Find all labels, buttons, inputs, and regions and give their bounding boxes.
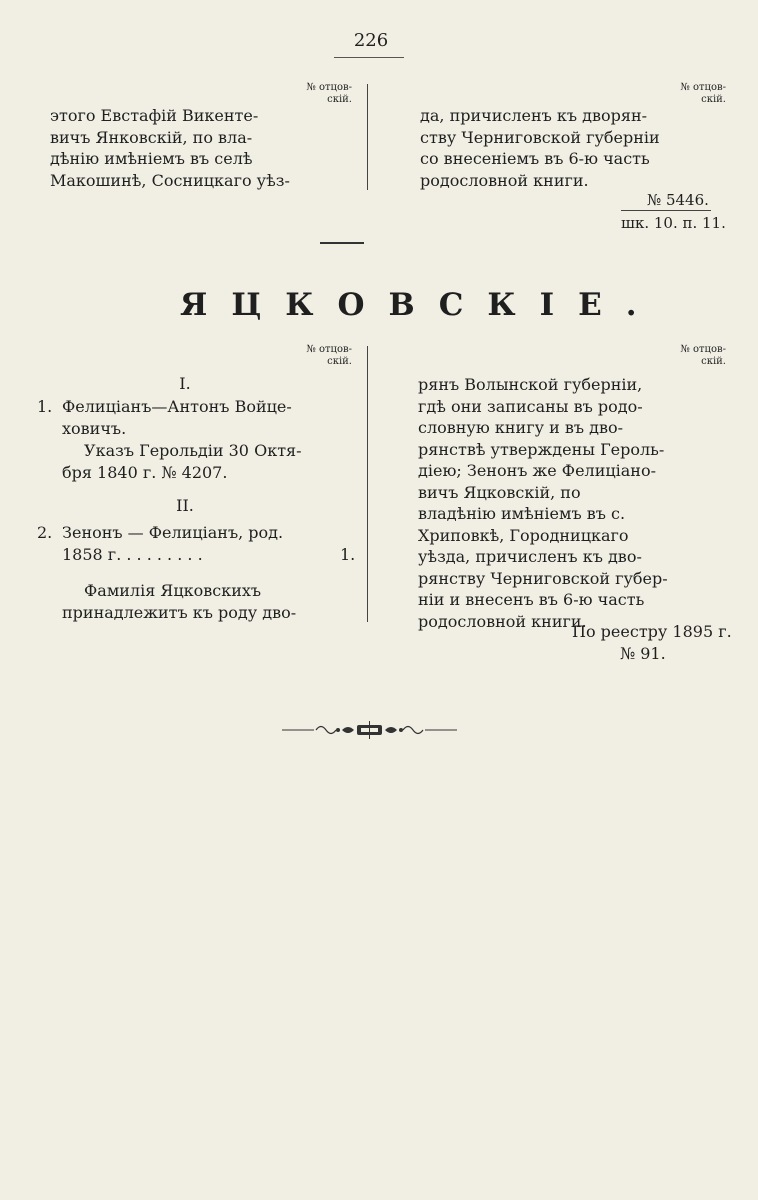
column-header-left: № отцов- скій. (306, 344, 352, 367)
right-column-text (418, 374, 730, 632)
page-number: 226 (353, 30, 389, 51)
column-header-right: № отцов- скій. (680, 82, 726, 105)
text-line: вичъ Янковскій, по вла- (50, 127, 253, 147)
text-line: рянъ Волынской губерніи, (418, 375, 643, 394)
generation-label: II. (176, 496, 194, 515)
text-line: вичъ Яцковскій, по (418, 482, 581, 502)
father-number: 1. (340, 545, 356, 564)
person-name: Фелиціанъ—Антонъ Войце- (62, 397, 292, 416)
left-column-text (50, 105, 360, 191)
text-line: ству Черниговской губерніи (420, 127, 660, 147)
person-name: ховичъ. (62, 419, 127, 438)
text-line: родословной книги. (420, 170, 589, 190)
family-note: принадлежитъ къ роду дво- (62, 603, 297, 622)
decree-text: Указъ Герольдіи 30 Октя- (84, 441, 302, 460)
section-divider (320, 242, 364, 244)
text-line: рянствѣ утверждены Героль- (418, 439, 665, 459)
birth-year: 1858 г. . . . . . . . . (62, 545, 203, 564)
text-line: да, причисленъ къ дворян- (420, 106, 648, 125)
text-line: этого Евстафій Викенте- (50, 106, 259, 125)
entry-number: 1. (37, 397, 53, 416)
column-divider (367, 84, 368, 190)
ornament-divider-icon (282, 718, 457, 742)
text-line: Хриповкѣ, Городницкаго (418, 525, 629, 545)
right-column-text (420, 105, 730, 191)
text-line: родословной книги. (418, 611, 587, 631)
registry-reference: По реестру 1895 г. (572, 622, 732, 641)
text-line: гдѣ они записаны въ родо- (418, 396, 643, 416)
column-divider (367, 346, 368, 622)
text-line: со внесеніемъ въ 6-ю часть (420, 149, 650, 168)
reference-shelf: шк. 10. п. 11. (621, 214, 726, 232)
text-line: рянству Черниговской губер- (418, 568, 668, 588)
reference-rule (621, 210, 711, 211)
family-heading: ЯЦКОВСКІЕ. (180, 287, 661, 323)
text-line: Макошинѣ, Сосницкаго уѣз- (50, 170, 290, 190)
family-note: Фамилія Яцковскихъ (84, 581, 262, 600)
person-name: Зенонъ — Фелиціанъ, род. (62, 523, 284, 542)
text-line: дѣнію имѣніемъ въ селѣ (50, 149, 253, 168)
column-header-right: № отцов- скій. (680, 344, 726, 367)
page-number-rule (334, 57, 404, 58)
text-line: словную книгу и въ дво- (418, 418, 623, 437)
registry-number: № 91. (620, 644, 666, 663)
column-header-left: № отцов- скій. (306, 82, 352, 105)
text-line: ніи и внесенъ въ 6-ю часть (418, 590, 645, 609)
decree-text: бря 1840 г. № 4207. (62, 463, 228, 482)
text-line: уѣзда, причисленъ къ дво- (418, 547, 642, 566)
generation-label: I. (179, 374, 191, 393)
entry-number: 2. (37, 523, 53, 542)
text-line: діею; Зенонъ же Фелиціано- (418, 461, 657, 480)
text-line: владѣнію имѣніемъ въ с. (418, 504, 626, 523)
reference-number: № 5446. (647, 191, 709, 209)
